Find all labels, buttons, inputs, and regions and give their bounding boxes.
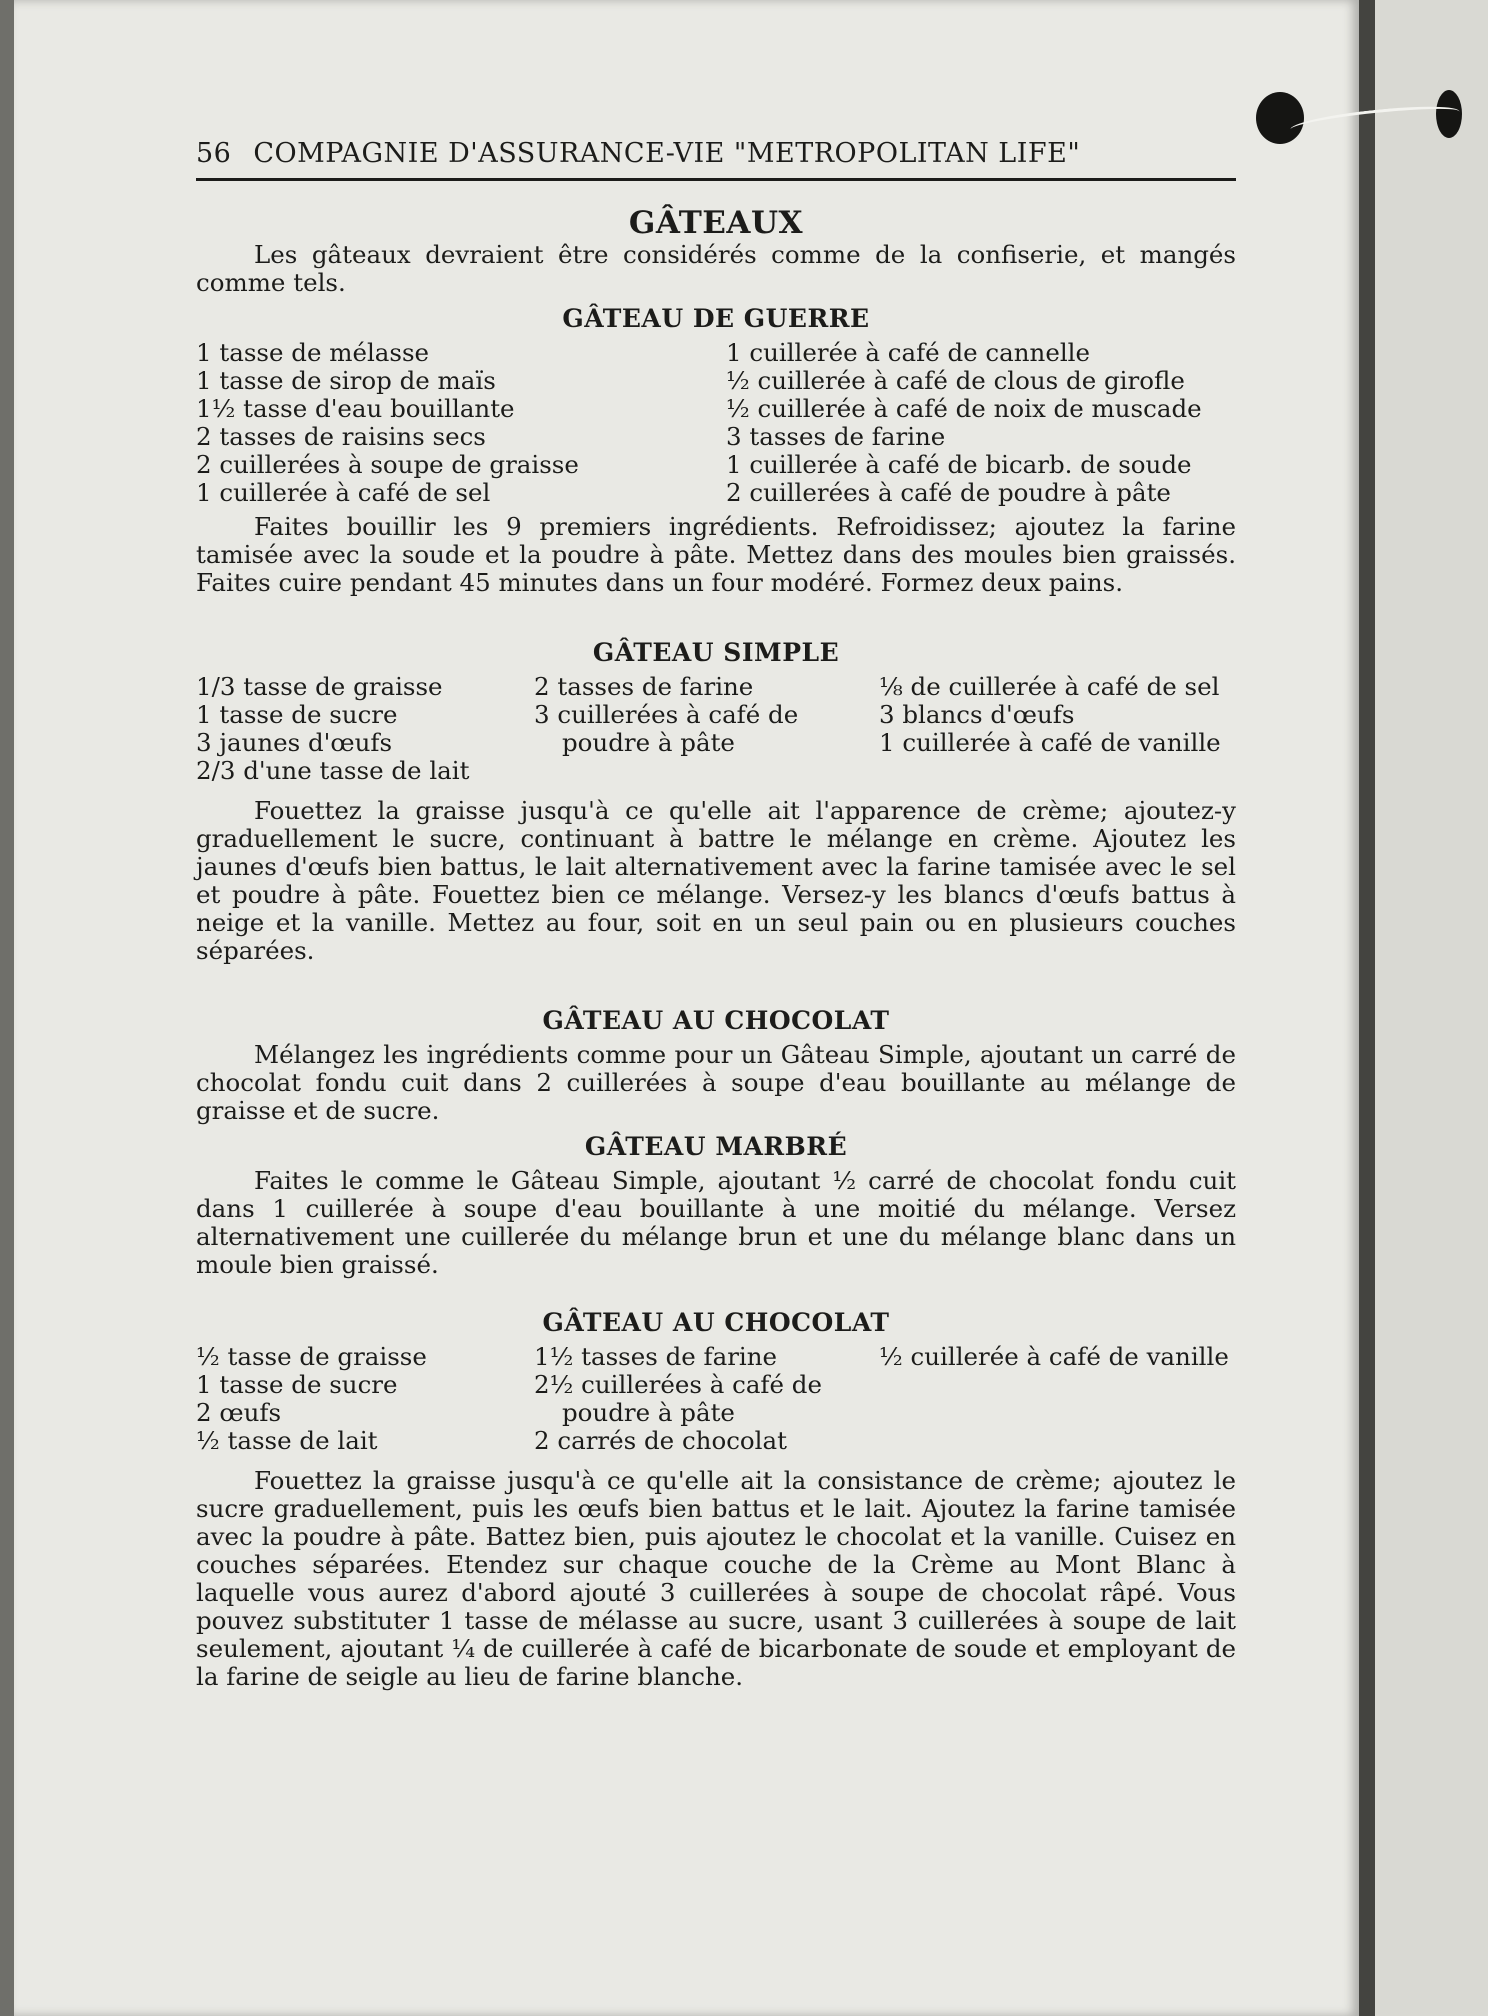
ingredients-list [196, 1343, 1236, 1455]
ingredient: 1/3 tasse de graisse [196, 672, 443, 701]
recipe-title: GÂTEAU SIMPLE [592, 638, 840, 667]
ingredients-column [879, 673, 1236, 785]
ingredient: 1 tasse de sucre [196, 700, 398, 729]
recipe-title: GÂTEAU AU CHOCOLAT [542, 1006, 890, 1035]
ingredient: 1 cuillerée à café de vanille [879, 728, 1221, 757]
page-content [196, 140, 1236, 1691]
ingredient: ½ tasse de lait [196, 1426, 378, 1455]
running-header [196, 140, 1236, 181]
ingredient: 2 carrés de chocolat [534, 1426, 787, 1455]
ingredient: 1 tasse de mélasse [196, 338, 430, 367]
ingredient: 2/3 d'une tasse de lait [196, 756, 470, 785]
ingredients-column [726, 339, 1236, 507]
ingredient: 2 œufs [196, 1398, 282, 1427]
ingredient: 2½ cuillerées à café de poudre à pâte [534, 1370, 822, 1427]
recipe-instructions: Mélangez les ingrédients comme pour un Gâteau Simple, ajoutant un carré de chocolat fondu cuit dans 2 cuillerées à soupe d'eau bouillante au mélange de graisse et de sucre. [196, 1040, 1236, 1125]
ingredients-column [879, 1343, 1236, 1455]
recipe-title: GÂTEAU MARBRÉ [584, 1132, 848, 1161]
ingredient: ½ tasse de graisse [196, 1342, 427, 1371]
running-title: COMPAGNIE D'ASSURANCE-VIE "METROPOLITAN LIFE" [253, 138, 1081, 169]
ingredient: 2 cuillerées à café de poudre à pâte [726, 478, 1171, 507]
ingredients-column [196, 1343, 534, 1455]
ingredient: 2 tasses de farine [534, 672, 754, 701]
recipe-title: GÂTEAU DE GUERRE [562, 304, 870, 333]
ingredients-list [196, 339, 1236, 507]
ingredient: 1 tasse de sucre [196, 1370, 398, 1399]
ingredient: 3 cuillerées à café de poudre à pâte [534, 700, 799, 757]
ingredient: 3 jaunes d'œufs [196, 728, 393, 757]
ingredient: 1 tasse de sirop de maïs [196, 366, 496, 395]
recipe-instructions: Faites bouillir les 9 premiers ingrédients. Refroidissez; ajoutez la farine tamisée avec la soude et la poudre à pâte. Mettez dans des moules bien graissés. Faites cuire pendant 45 minutes dans un four modéré. Formez deux pains. [196, 512, 1236, 597]
ingredient: 1½ tasse d'eau bouillante [196, 394, 515, 423]
ingredient: 1 cuillerée à café de sel [196, 478, 491, 507]
intro-text: Les gâteaux devraient être considérés comme de la confiserie, et mangés comme tels. [196, 240, 1236, 297]
binding-hole-icon [1256, 92, 1304, 144]
ingredients-column [196, 673, 534, 785]
ingredient: 2 tasses de raisins secs [196, 422, 486, 451]
recipe-instructions: Faites le comme le Gâteau Simple, ajoutant ½ carré de chocolat fondu cuit dans 1 cuillerée à soupe d'eau bouillante à une moitié du mélange. Versez alternativement une cuillerée du mélange brun et une du mélange blanc dans un moule bien graissé. [196, 1166, 1236, 1279]
ingredient: 1 cuillerée à café de bicarb. de soude [726, 450, 1192, 479]
ingredients-column [534, 673, 879, 785]
recipe-instructions: Fouettez la graisse jusqu'à ce qu'elle ait l'apparence de crème; ajoutez-y graduellement le sucre, continuant à battre le mélange en crème. Ajoutez les jaunes d'œufs bien battus, le lait alternativement avec la farine tamisée avec le sel et poudre à pâte. Fouettez bien ce mélange. Versez-y les blancs d'œufs battus à neige et la vanille. Mettez au four, soit en un seul pain ou en plusieurs couches séparées. [196, 796, 1236, 965]
ingredient: ½ cuillerée à café de vanille [879, 1342, 1229, 1371]
ingredient: 3 blancs d'œufs [879, 700, 1075, 729]
ingredient: ⅛ de cuillerée à café de sel [879, 672, 1220, 701]
ingredient: ½ cuillerée à café de clous de girofle [726, 366, 1185, 395]
ingredient: ½ cuillerée à café de noix de muscade [726, 394, 1202, 423]
recipe-instructions: Fouettez la graisse jusqu'à ce qu'elle ait la consistance de crème; ajoutez le sucre graduellement, puis les œufs bien battus et le lait. Ajoutez la farine tamisée avec la poudre à pâte. Battez bien, puis ajoutez le chocolat et la vanille. Cuisez en couches séparées. Etendez sur chaque couche de la Crème au Mont Blanc à laquelle vous aurez d'abord ajouté 3 cuillerées à soupe de chocolat râpé. Vous pouvez substituter 1 tasse de mélasse au sucre, usant 3 cuillerées à soupe de lait seulement, ajoutant ¼ de cuillerée à café de bicarbonate de soude et employant de la farine de seigle au lieu de farine blanche. [196, 1466, 1236, 1691]
ingredient: 2 cuillerées à soupe de graisse [196, 450, 579, 479]
page-number: 56 [196, 138, 232, 169]
ingredient: 1½ tasses de farine [534, 1342, 778, 1371]
recipe-title: GÂTEAU AU CHOCOLAT [542, 1308, 890, 1337]
next-page-edge [1375, 0, 1488, 2016]
ingredients-column [196, 339, 726, 507]
page-edge [1359, 0, 1375, 2016]
ingredient: 3 tasses de farine [726, 422, 946, 451]
ingredient: 1 cuillerée à café de cannelle [726, 338, 1090, 367]
ingredients-column [534, 1343, 879, 1455]
ingredients-list [196, 673, 1236, 785]
section-title: GÂTEAUX [628, 205, 804, 241]
